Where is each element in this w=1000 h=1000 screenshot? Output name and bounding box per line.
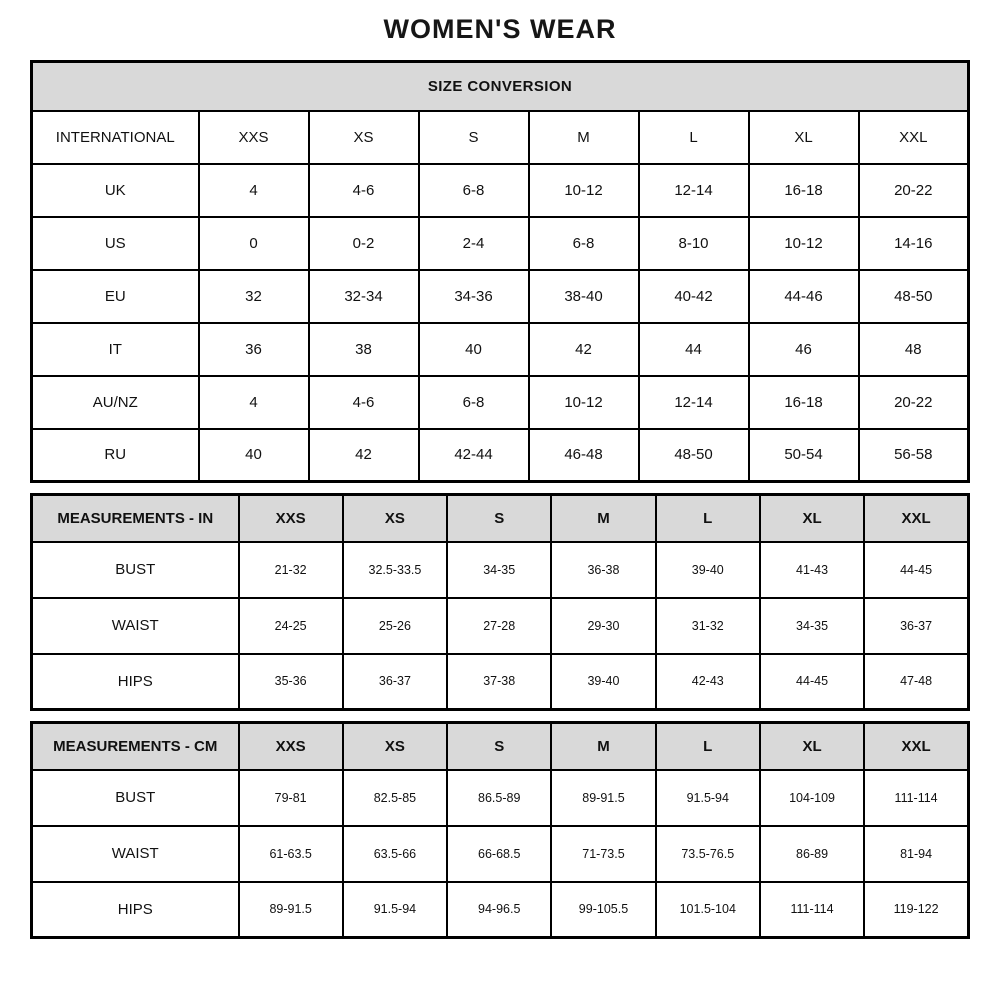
- value-cell-waist-xs: 63.5-66: [343, 826, 447, 882]
- table-row-hips: [32, 882, 969, 938]
- value-cell-uk-xs: 4-6: [309, 164, 419, 217]
- value-cell-au-nz-xxl: 20-22: [859, 376, 969, 429]
- size-conversion-table: [30, 60, 970, 483]
- row-label-ru: RU: [32, 429, 199, 482]
- value-cell-eu-xxs: 32: [199, 270, 309, 323]
- measurements-cm-section: [30, 721, 970, 939]
- banner-row: [32, 62, 969, 111]
- value-cell-bust-l: 39-40: [656, 542, 760, 598]
- value-cell-it-l: 44: [639, 323, 749, 376]
- value-cell-it-xxs: 36: [199, 323, 309, 376]
- value-cell-waist-l: 31-32: [656, 598, 760, 654]
- value-cell-bust-m: 36-38: [551, 542, 655, 598]
- row-label-hips: HIPS: [32, 654, 239, 710]
- table-row-us: [32, 217, 969, 270]
- value-cell-eu-xxl: 48-50: [859, 270, 969, 323]
- column-header-l: L: [656, 723, 760, 770]
- column-header-xxs: XXS: [239, 723, 343, 770]
- value-cell-waist-xs: 25-26: [343, 598, 447, 654]
- row-label-eu: EU: [32, 270, 199, 323]
- value-cell-bust-xs: 82.5-85: [343, 770, 447, 826]
- value-cell-hips-l: 101.5-104: [656, 882, 760, 938]
- value-cell-au-nz-xxs: 4: [199, 376, 309, 429]
- size-conversion-section: [30, 60, 970, 483]
- value-cell-it-s: 40: [419, 323, 529, 376]
- value-cell-uk-s: 6-8: [419, 164, 529, 217]
- value-cell-eu-l: 40-42: [639, 270, 749, 323]
- column-header-s: S: [419, 111, 529, 164]
- value-cell-bust-m: 89-91.5: [551, 770, 655, 826]
- row-label-bust: BUST: [32, 770, 239, 826]
- value-cell-au-nz-m: 10-12: [529, 376, 639, 429]
- value-cell-bust-xs: 32.5-33.5: [343, 542, 447, 598]
- value-cell-hips-xs: 36-37: [343, 654, 447, 710]
- column-header-xxl: XXL: [864, 495, 968, 542]
- value-cell-hips-l: 42-43: [656, 654, 760, 710]
- value-cell-bust-xxl: 111-114: [864, 770, 968, 826]
- row-label-us: US: [32, 217, 199, 270]
- value-cell-us-m: 6-8: [529, 217, 639, 270]
- value-cell-waist-xl: 34-35: [760, 598, 864, 654]
- table-row-eu: [32, 270, 969, 323]
- table-row-au-nz: [32, 376, 969, 429]
- value-cell-waist-xxl: 81-94: [864, 826, 968, 882]
- row-label-waist: WAIST: [32, 826, 239, 882]
- value-cell-au-nz-s: 6-8: [419, 376, 529, 429]
- corner-header-measurements-in: MEASUREMENTS - IN: [32, 495, 239, 542]
- column-header-xxl: XXL: [864, 723, 968, 770]
- column-header-m: M: [551, 495, 655, 542]
- value-cell-waist-s: 27-28: [447, 598, 551, 654]
- column-header-m: M: [529, 111, 639, 164]
- column-header-m: M: [551, 723, 655, 770]
- column-header-l: L: [639, 111, 749, 164]
- value-cell-waist-m: 71-73.5: [551, 826, 655, 882]
- value-cell-uk-xxl: 20-22: [859, 164, 969, 217]
- value-cell-hips-xxs: 89-91.5: [239, 882, 343, 938]
- value-cell-uk-xxs: 4: [199, 164, 309, 217]
- value-cell-waist-xxs: 24-25: [239, 598, 343, 654]
- value-cell-hips-xxl: 47-48: [864, 654, 968, 710]
- value-cell-waist-xxs: 61-63.5: [239, 826, 343, 882]
- table-title-size-conversion: SIZE CONVERSION: [32, 62, 969, 111]
- value-cell-ru-xs: 42: [309, 429, 419, 482]
- column-header-s: S: [447, 495, 551, 542]
- value-cell-eu-xs: 32-34: [309, 270, 419, 323]
- value-cell-bust-xl: 104-109: [760, 770, 864, 826]
- value-cell-waist-xxl: 36-37: [864, 598, 968, 654]
- value-cell-ru-m: 46-48: [529, 429, 639, 482]
- value-cell-bust-s: 86.5-89: [447, 770, 551, 826]
- page-title: WOMEN'S WEAR: [383, 14, 617, 44]
- value-cell-hips-xl: 44-45: [760, 654, 864, 710]
- column-header-xxs: XXS: [199, 111, 309, 164]
- measurements-in-section: [30, 493, 970, 711]
- value-cell-us-xs: 0-2: [309, 217, 419, 270]
- value-cell-eu-xl: 44-46: [749, 270, 859, 323]
- column-header-s: S: [447, 723, 551, 770]
- row-label-hips: HIPS: [32, 882, 239, 938]
- column-header-xl: XL: [749, 111, 859, 164]
- column-header-xs: XS: [309, 111, 419, 164]
- table-row-it: [32, 323, 969, 376]
- value-cell-us-s: 2-4: [419, 217, 529, 270]
- row-label-uk: UK: [32, 164, 199, 217]
- value-cell-ru-xl: 50-54: [749, 429, 859, 482]
- value-cell-bust-s: 34-35: [447, 542, 551, 598]
- table-row-bust: [32, 542, 969, 598]
- value-cell-hips-xl: 111-114: [760, 882, 864, 938]
- measurements-in-table: [30, 493, 970, 711]
- value-cell-it-m: 42: [529, 323, 639, 376]
- value-cell-it-xs: 38: [309, 323, 419, 376]
- value-cell-us-xl: 10-12: [749, 217, 859, 270]
- value-cell-hips-m: 39-40: [551, 654, 655, 710]
- column-header-xl: XL: [760, 495, 864, 542]
- value-cell-bust-xxs: 21-32: [239, 542, 343, 598]
- table-row-ru: [32, 429, 969, 482]
- header-row: [32, 111, 969, 164]
- value-cell-hips-xxs: 35-36: [239, 654, 343, 710]
- table-row-waist: [32, 598, 969, 654]
- row-label-waist: WAIST: [32, 598, 239, 654]
- value-cell-hips-s: 94-96.5: [447, 882, 551, 938]
- value-cell-au-nz-l: 12-14: [639, 376, 749, 429]
- value-cell-waist-xl: 86-89: [760, 826, 864, 882]
- table-row-bust: [32, 770, 969, 826]
- column-header-xs: XS: [343, 723, 447, 770]
- value-cell-hips-s: 37-38: [447, 654, 551, 710]
- column-header-xs: XS: [343, 495, 447, 542]
- value-cell-hips-m: 99-105.5: [551, 882, 655, 938]
- corner-header-international: INTERNATIONAL: [32, 111, 199, 164]
- value-cell-ru-s: 42-44: [419, 429, 529, 482]
- value-cell-ru-xxs: 40: [199, 429, 309, 482]
- value-cell-bust-xxs: 79-81: [239, 770, 343, 826]
- value-cell-au-nz-xl: 16-18: [749, 376, 859, 429]
- column-header-xxl: XXL: [859, 111, 969, 164]
- value-cell-waist-l: 73.5-76.5: [656, 826, 760, 882]
- value-cell-bust-xl: 41-43: [760, 542, 864, 598]
- value-cell-it-xxl: 48: [859, 323, 969, 376]
- column-header-xxs: XXS: [239, 495, 343, 542]
- value-cell-waist-m: 29-30: [551, 598, 655, 654]
- header-row: [32, 723, 969, 770]
- value-cell-au-nz-xs: 4-6: [309, 376, 419, 429]
- value-cell-uk-xl: 16-18: [749, 164, 859, 217]
- value-cell-bust-l: 91.5-94: [656, 770, 760, 826]
- row-label-bust: BUST: [32, 542, 239, 598]
- column-header-xl: XL: [760, 723, 864, 770]
- value-cell-ru-xxl: 56-58: [859, 429, 969, 482]
- table-row-waist: [32, 826, 969, 882]
- column-header-l: L: [656, 495, 760, 542]
- value-cell-us-l: 8-10: [639, 217, 749, 270]
- table-row-hips: [32, 654, 969, 710]
- row-label-it: IT: [32, 323, 199, 376]
- value-cell-waist-s: 66-68.5: [447, 826, 551, 882]
- value-cell-hips-xxl: 119-122: [864, 882, 968, 938]
- corner-header-measurements-cm: MEASUREMENTS - CM: [32, 723, 239, 770]
- value-cell-ru-l: 48-50: [639, 429, 749, 482]
- value-cell-us-xxl: 14-16: [859, 217, 969, 270]
- table-row-uk: [32, 164, 969, 217]
- value-cell-it-xl: 46: [749, 323, 859, 376]
- header-row: [32, 495, 969, 542]
- measurements-cm-table: [30, 721, 970, 939]
- value-cell-uk-m: 10-12: [529, 164, 639, 217]
- value-cell-hips-xs: 91.5-94: [343, 882, 447, 938]
- value-cell-bust-xxl: 44-45: [864, 542, 968, 598]
- row-label-au-nz: AU/NZ: [32, 376, 199, 429]
- value-cell-eu-m: 38-40: [529, 270, 639, 323]
- value-cell-uk-l: 12-14: [639, 164, 749, 217]
- value-cell-eu-s: 34-36: [419, 270, 529, 323]
- value-cell-us-xxs: 0: [199, 217, 309, 270]
